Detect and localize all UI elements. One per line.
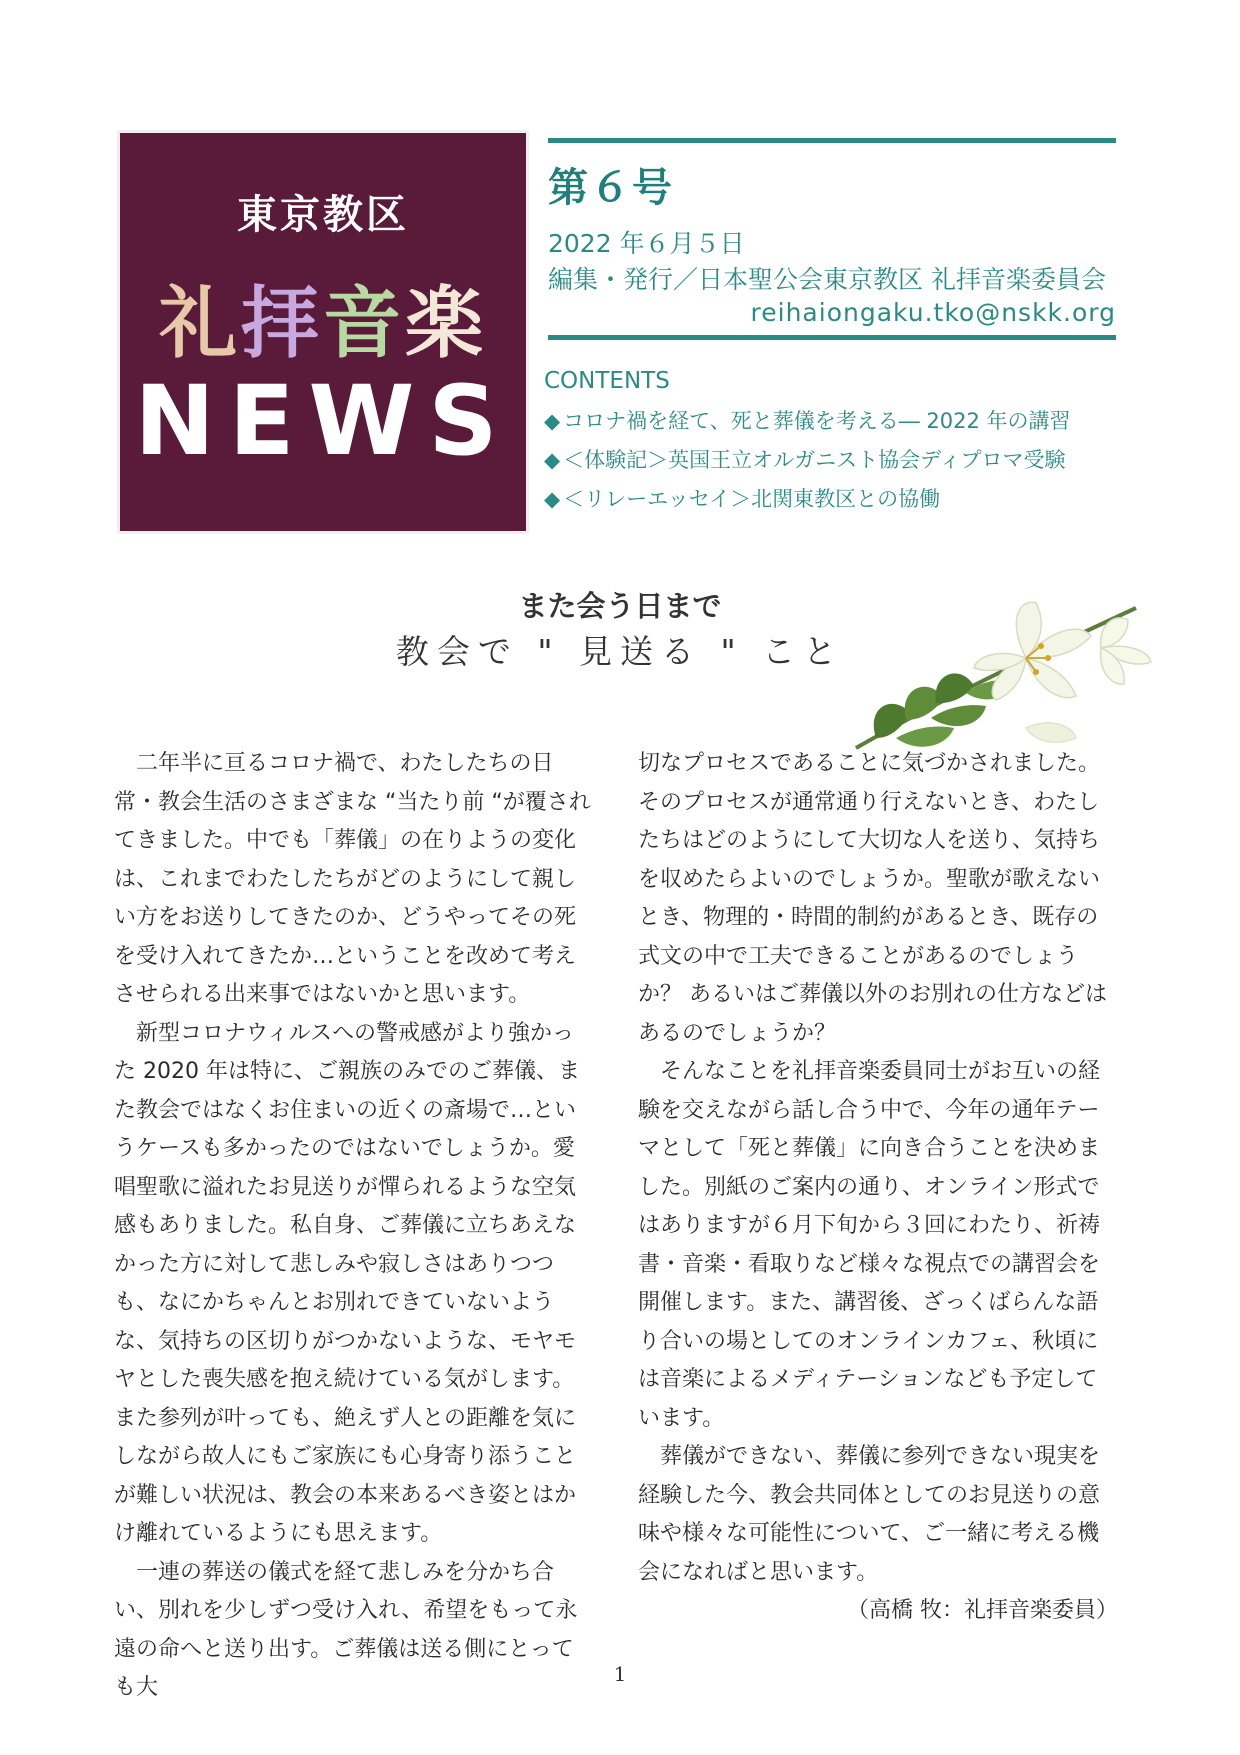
contents-item	[544, 480, 1124, 519]
masthead-char: 音	[323, 279, 406, 369]
divider	[548, 335, 1116, 340]
paragraph: 葬儀ができない、葬儀に参列できない現実を経験した今、教会共同体としてのお見送りの意味や様々な可能性について、ご一緒に考える機会になればと思います。	[638, 1444, 1101, 1585]
masthead-news: NEWS	[134, 365, 512, 477]
lily-flower-icon	[836, 588, 1166, 758]
diamond-bullet-icon: ◆	[544, 487, 561, 511]
masthead-char: 礼	[158, 279, 241, 369]
contact-email[interactable]: reihaiongaku.tko@nskk.org	[750, 298, 1116, 327]
diamond-bullet-icon: ◆	[544, 448, 561, 472]
article-body-right	[638, 745, 1118, 1631]
contents-item	[544, 402, 1124, 441]
masthead-title	[120, 261, 526, 373]
paragraph: そんなことを礼拝音楽委員同士がお互いの経験を交えながら話し合う中で、今年の通年テーマとして「死と葬儀」に向き合うことを決めました。別紙のご案内の通り、オンライン形式ではありますが６月下旬から３回にわたり、祈祷書・音楽・看取りなど様々な視点での講習会を開催します。また、講習後、ざっくばらんな語り合いの場としてのオンラインカフェ、秋頃には音楽によるメディテーションなども予定しています。	[638, 1059, 1101, 1431]
masthead-logo	[120, 133, 526, 531]
paragraph: 切なプロセスであることに気づかされました。そのプロセスが通常通り行えないとき、わたしたちはどのようにして大切な人を送り、気持ちを収めたらよいのでしょうか。聖歌が歌えないとき、物理的・時間的制約があるとき、既存の式文の中で工夫できることがあるのでしょうか？ あるいはご葬儀以外のお別れの仕方などはあるのでしょうか？	[638, 751, 1107, 1046]
article-title: 教会で " 見送る " こと	[395, 632, 845, 671]
issue-publisher: 編集・発行／日本聖公会東京教区 礼拝音楽委員会	[548, 265, 1106, 294]
masthead-char: 楽	[405, 279, 488, 369]
page-number: 1	[613, 1662, 627, 1686]
contents-item-label: コロナ禍を経て、死と葬儀を考える― 2022 年の講習	[563, 409, 1071, 433]
masthead-diocese: 東京教区	[237, 192, 409, 238]
contents-item-label: ＜体験記＞英国王立オルガニスト協会ディプロマ受験	[563, 448, 1066, 472]
contents-section	[544, 368, 1124, 519]
divider	[548, 138, 1116, 143]
author-signature: （高橋 牧：礼拝音楽委員）	[847, 1598, 1118, 1623]
diamond-bullet-icon: ◆	[544, 409, 561, 433]
issue-info	[548, 138, 1116, 343]
paragraph: 二年半に亘るコロナ禍で、わたしたちの日常・教会生活のさまざまな “当たり前 “が覆されてきました。中でも「葬儀」の在りようの変化は、これまでわたしたちがどのようにして親しい方をお送りしてきたのか、どうやってその死を受け入れてきたか…ということを改めて考えさせられる出来事ではないかと思います。	[114, 751, 591, 1007]
masthead-char: 拝	[240, 279, 323, 369]
paragraph: 新型コロナウィルスへの警戒感がより強かった 2020 年は特に、ご親族のみでのご葬儀、また教会ではなくお住まいの近くの斎場で…というケースも多かったのではないでしょうか。愛唱聖歌に溢れたお見送りが憚られるような空気感もありました。私自身、ご葬儀に立ちあえなかった方に対して悲しみや寂しさはありつつも、なにかちゃんとお別れできていないような、気持ちの区切りがつかないような、モヤモヤとした喪失感を抱え続けている気がします。また参列が叶っても、絶えず人との距離を気にしながら故人にもご家族にも心身寄り添うことが難しい状況は、教会の本来あるべき姿とはかけ離れているようにも思えます。	[114, 1020, 580, 1546]
issue-number: 第６号	[548, 165, 674, 211]
contents-item-label: ＜リレーエッセイ＞北関東教区との協働	[563, 487, 941, 511]
issue-date: 2022 年６月５日	[548, 229, 745, 258]
article-body-left	[114, 745, 594, 1708]
paragraph: 一連の葬送の儀式を経て悲しみを分かち合い、別れを少しずつ受け入れ、希望をもって永遠の命へと送り出す。ご葬儀は送る側にとっても大	[114, 1559, 578, 1700]
contents-item	[544, 441, 1124, 480]
article-kicker: また会う日まで	[518, 589, 722, 623]
contents-title: CONTENTS	[544, 368, 670, 394]
